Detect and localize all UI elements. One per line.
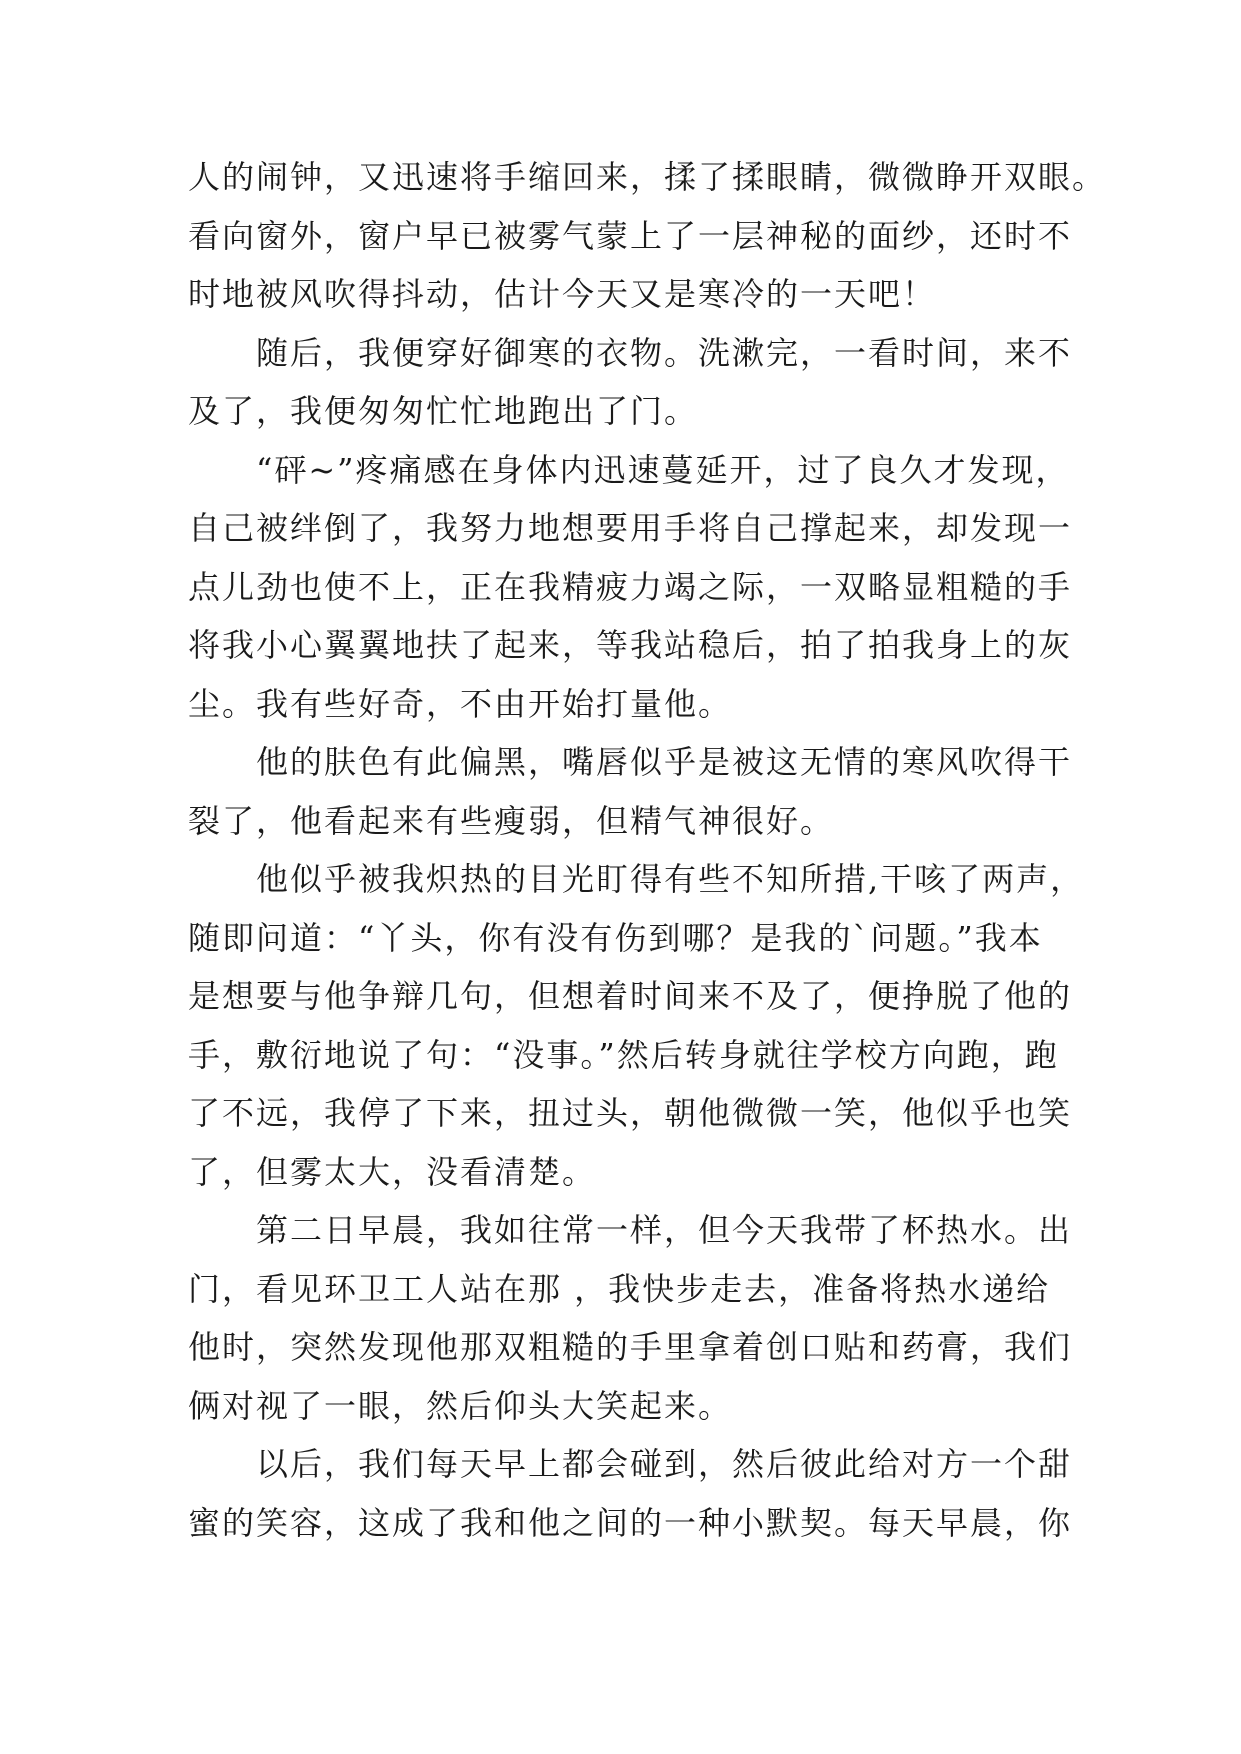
text-line: 看向窗外，窗户早已被雾气蒙上了一层神秘的面纱，还时不 xyxy=(188,216,1073,255)
text-line: 将我小心翼翼地扶了起来，等我站稳后，拍了拍我身上的灰 xyxy=(188,626,1073,664)
paragraph-first-line: 以后，我们每天早上都会碰到，然后彼此给对方一个甜 xyxy=(256,1445,1073,1483)
text-line: 手，敷衍地说了句：“没事。”然后转身就往学校方向跑，跑 xyxy=(188,1035,1059,1074)
text-line: 是想要与他争辩几句，但想着时间来不及了，便挣脱了他的 xyxy=(188,977,1073,1015)
paragraph-first-line: 随后，我便穿好御寒的衣物。洗漱完，一看时间，来不 xyxy=(256,333,1073,372)
text-line: 尘。我有些好奇，不由开始打量他。 xyxy=(188,684,733,723)
body-text xyxy=(188,148,1107,1552)
text-line: 点儿劲也使不上，正在我精疲力竭之际，一双略显粗糙的手 xyxy=(188,567,1073,606)
text-line: 人的闹钟，又迅速将手缩回来，揉了揉眼睛，微微睁开双眼。 xyxy=(188,158,1107,196)
paragraph-first-line: “砰~”疼痛感在身体内迅速蔓延开，过了良久才发现， xyxy=(256,450,1070,489)
text-line: 时地被风吹得抖动，估计今天又是寒冷的一天吧！ xyxy=(188,275,937,313)
text-line: 随即问道：“丫头，你有没有伤到哪？是我的`问题。”我本 xyxy=(188,918,1043,957)
text-line: 门，看见环卫工人站在那 ，我快步走去，准备将热水递给 xyxy=(188,1269,1051,1308)
text-line: 了，但雾太大，没看清楚。 xyxy=(188,1152,597,1191)
paragraph-first-line: 他似乎被我炽热的目光盯得有些不知所措,干咳了两声， xyxy=(256,860,1085,898)
text-line: 蜜的笑容，这成了我和他之间的一种小默契。每天早晨，你 xyxy=(188,1503,1073,1542)
text-line: 俩对视了一眼，然后仰头大笑起来。 xyxy=(188,1386,733,1425)
text-line: 自己被绊倒了，我努力地想要用手将自己撑起来，却发现一 xyxy=(188,509,1073,547)
text-line: 他时，突然发现他那双粗糙的手里拿着创口贴和药膏，我们 xyxy=(188,1328,1073,1366)
paragraph-first-line: 他的肤色有此偏黑，嘴唇似乎是被这无情的寒风吹得干 xyxy=(256,743,1073,781)
text-line: 了不远，我停了下来，扭过头，朝他微微一笑，他似乎也笑 xyxy=(188,1094,1073,1132)
text-line: 及了，我便匆匆忙忙地跑出了门。 xyxy=(188,392,699,430)
text-line: 裂了，他看起来有些瘦弱，但精气神很好。 xyxy=(188,801,835,840)
paragraph-first-line: 第二日早晨，我如往常一样，但今天我带了杯热水。出 xyxy=(256,1211,1073,1249)
